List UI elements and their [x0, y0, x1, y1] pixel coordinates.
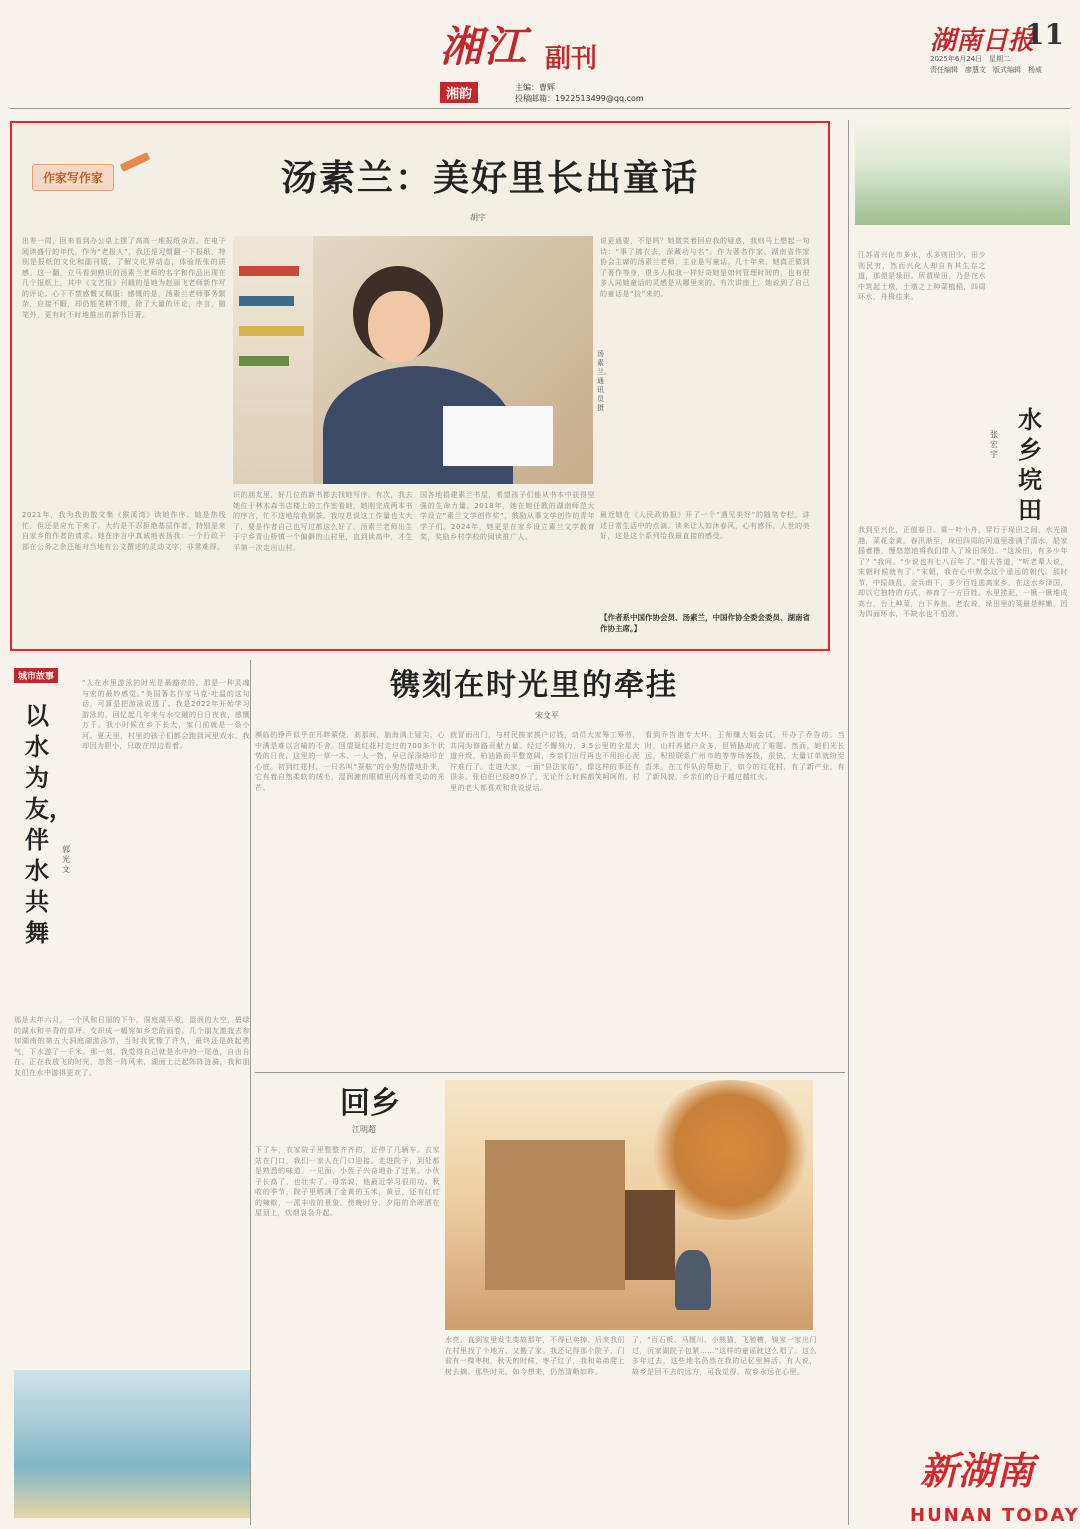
photo-caption: 汤素兰。通讯员 摄	[597, 350, 611, 412]
story-right-author: 张宏宇	[990, 430, 998, 459]
story-right-title: 水乡垸田	[1018, 405, 1042, 524]
story-left-body-top: “人在水里游泳的时光是最豁亮的，那是一种灵魂与宏的最妙感觉。”美国著名作家马克·吐温的这句话，可算是把游泳说透了。我是2022年开始学习游泳的，回忆起几年来与水交融的日日夜夜，感慨万千。我小时候在乡下长大，家门前就是一条小河。夏天里，村里的孩子们都会跑到河里戏水，我却因为胆小，只敢在岸边看着。	[82, 679, 250, 750]
column-subtitle: 副刊	[545, 44, 598, 74]
story-bottom-col-3: 了，“百石板、马厩川、小熊猫，飞驰槽，镜家一家出门过，沉家湖院子包紧……”这样的童谣就这么唱了。这么多年过去，这些地名仍然在我的记忆里鲜活。有人说，故乡是回不去的远方，可我觉得，故乡永远在心里。	[632, 1336, 817, 1376]
watermark-logo: 新湖南	[920, 1448, 1035, 1493]
section-rule	[255, 1072, 845, 1073]
story-mid-author: 宋文平	[535, 711, 559, 720]
column-rule	[250, 660, 251, 1525]
story-bottom-col-2: 水亮，直到家里发生变故那年，不得已卖掉。后来我们在村里找了个地方，又搬了家。我还记得那个院子，门前有一棵枣树，秋天的时候，枣子红了，我和弟弟爬上树去摘。那些时光，如今想来，仍然清晰如昨。	[445, 1336, 625, 1376]
story-mid-title: 镌刻在时光里的牵挂	[390, 668, 678, 703]
masthead-rule	[10, 108, 1070, 109]
watermark-logo-en: HUNAN TODAY	[910, 1505, 1080, 1526]
page-number: 11	[1025, 18, 1064, 51]
story-left-author: 郭光文	[62, 845, 70, 874]
paper-name: 湖南日报	[930, 26, 1035, 56]
feature-body-col-4b: 最近她在《人民政协报》开了一个“遇见美好”的随笔专栏，讲述日常生活中的点滴。读来让人如沐春风，心有感怀。人世的美好，这是这个系列给我最直接的感受。	[600, 511, 810, 540]
feature-body-col-1b: 2021年，我为我的散文集《猴溪湾》读她作序。她是热线忙，但还是应允下来了，大约是不忍拒绝基层作者，特别是来自家乡的作者的请求。她在序言中真诚地表扬我：一个行政干部在公务之余还能对当地有公文撰述的灵动文字，非常难得。	[22, 511, 226, 551]
village-illustration	[445, 1080, 813, 1330]
feature-body-col-2: 识的朋友里，好几位的新书都去找她写序。有次，我去她位于林木森书店楼上的工作室看她，她刚完成两本书的序言，忙不迭地给我倒茶。我叹息说这工作量也太大了，要是作者自己也写过都这么好了。汤素兰老师出生于宁乡青山桥镇一个偏僻的山村里，直到读高中，才生平第一次走出山村。	[233, 491, 413, 552]
issue-date: 2025年6月24日 星期二	[930, 55, 1011, 63]
author-photo	[233, 236, 593, 484]
swimming-illustration	[14, 1370, 250, 1518]
story-mid-col-1: 濒临的铮声似乎在耳畔萦绕，刹那间，脑海满上疑尖，心中满是难以言喻的不舍。回望诞红花村走过的700多个状势的日夜，这里的一草一木、一人一物，早已深深烙印在心底。初到红花村，一只名叫“蚕舷”的小狗热情地扑来，它有着自然柔软的绒毛，湿润漉的眼睛里闪烁着灵动的光芒。	[255, 731, 445, 792]
column-name: 湘江	[440, 22, 529, 71]
feature-tag: 作家写作家	[32, 164, 114, 191]
feature-headline: 汤素兰：美好里长出童话	[280, 157, 699, 199]
story-left-body: 那是去年六月，一个风和日丽的下午，洞庭湖平原，湿润的大空，碧绿的湖水和辛青的草坪。交织成一幅宛如乡恋的画卷。几个朋友邀我去参加湖南的第五大洞庭湖游泳节，当时我犹豫了许久，最终还是鼓起勇气，下水游了一千米。那一刻，我觉得自己就是水中的一尾鱼，自由自在。正在我放飞的时光，忽然一阵风来，湖面上泛起阵阵涟漪，我和朋友们在水中游得更欢了。	[14, 1016, 250, 1077]
feature-body-col-3: 国各地捐建素兰书屋，希望孩子们能从书本中获得坚强的生命力量。2018年，她在她任教的湖南师范大学设立“素兰文学创作奖”，鼓励从事文学创作的青年学子们。2024年，她更是在家乡设立素兰文学教育奖，奖励乡村学校的阅读推广人。	[420, 491, 595, 541]
feature-bio: 【作者系中国作协会员、汤素兰，中国作协全委会委员、湖南省作协主席。】	[600, 613, 810, 633]
story-mid-col-2: 就冒雨出门，与村民挨家挨户讨钱，动员大家筹工筹劳，共同为修路贡献力量。经过不懈努力，3.5公里的全星大道升级，柏油路面平整宽阔，乡亲们出行再也不用担心泥泞难行了。走进大家，一面“县法家的”，像这样的事还有很多。张伯伯已经80岁了，无论什么时候都笑呵呵的，村里的老人都喜欢和我说说话。	[450, 731, 640, 792]
submission-email: 投稿邮箱：1922513499@qq.com	[515, 94, 644, 103]
feature-author: 胡宇	[470, 213, 486, 222]
story-bottom-title: 回乡	[340, 1086, 400, 1121]
feature-body-col-1: 出差一周，回来看到办公桌上摆了高高一堆报纸杂志。在电子阅读盛行的年代，作为“老报人”，我还是习惯翻一下报纸，特别是报纸的文化和副刊版，了解文化界动态，体验纸张的质感。这一翻，立马看到熟识的汤素兰老师的名字和作品出现在几个报纸上，其中《文艺报》刊载的是她为赵丽飞老师新作写的评论。心下不禁感慨又佩服：感慨的是，汤素兰老师事务繁杂，应接不暇，却仍能笔耕不辍，除了大量的评论，序言，随笔外，更有时不时地推出的新书巨著。	[22, 237, 226, 319]
column-tag: 湘韵	[440, 82, 478, 103]
section-tag: 城市故事	[14, 668, 58, 683]
feature-body-col-4: 说更通要，不是吗？她微笑着回应我的疑惑，我则马上想起一句诗：“事了拂衣去，深藏功与名”。作为著名作家、湖南省作家协会主席的汤素兰老师，主业是写童话。几十年来，她真正做到了著作等身，很多人和我一样好奇她是如何管理时间的，也有很多人同她童话的灵感是从哪里来的。有次讲座上，她说到了自己的童话是“捡”来的。	[600, 237, 810, 298]
story-left-title: 以水为友，伴水共舞	[25, 701, 73, 947]
story-bottom-col-1: 下了车，衣家院子里整整齐齐的，还停了几辆车。衣家站在门口，我们一家人在门口迎接。走进院子，到处都是熟悉的味道。一见面，小侄子兴奋地扑了过来。小伙子长高了，也壮实了。母亲说，他最近学习很用功。秋收的季节，院子里晒满了金黄的玉米，黄豆，还有红红的辣椒，一派丰收的景象。傍晚时分，夕阳的余晖洒在屋顶上，炊烟袅袅升起。	[255, 1146, 440, 1217]
editor-line: 主编：曹辉	[515, 83, 555, 92]
editors-info	[515, 82, 644, 104]
column-rule	[848, 120, 849, 1525]
page-meta: 责任编辑 廖慧文 版式编辑 杨威	[930, 66, 1042, 74]
story-right-body: 我到至兴化，正值春日。乘一叶小舟，穿行于垛田之间，水光潋滟，菜花金黄。春汛渐至，垛田四周的河道里涨满了清水，船家摇着橹，慢悠悠地将我们带入了垛田深处。“这垛田，有多少年了？”我问。“少说也有七八百年了。”船夫答道，“听老辈人说，宋朝时候就有了。”宋朝，我在心中默念这个遥远的朝代。那时节，中原战乱，金兵南下，多少百姓逃离家乡，在这水乡泽国，却以它独特的方式，养育了一方百姓。水里捞泥，一锹一锹堆成高台，台上种菜，台下养鱼。老农说，垛田里的菜最是鲜嫩，因为四面环水，不缺水也不怕涝。	[858, 526, 1068, 618]
story-mid-col-3: 看到乔告港专大坏，王师赚大姐会试，开办了乔告坊。当时，山村养猪户众多，但销路却成了难题。然而，她们光长远，积极联系广州市的等等场客栈，很快，大量订单就纷至沓来。在工作队的帮助下，如今的红花村，有了新产业，有了新风貌，乡亲们的日子越过越红火。	[645, 731, 845, 781]
story-right-body-top: 江苏省兴化市多水，水多则田少，田少则民穷，然而兴化人却自有其生存之道，那便是垛田。所谓垛田，乃是在水中筑起土墩，土墩之上种菜植稻，四周环水，舟楫往来。	[858, 251, 986, 301]
story-bottom-author: 江明超	[352, 1125, 376, 1134]
terraced-field-image	[855, 120, 1070, 225]
